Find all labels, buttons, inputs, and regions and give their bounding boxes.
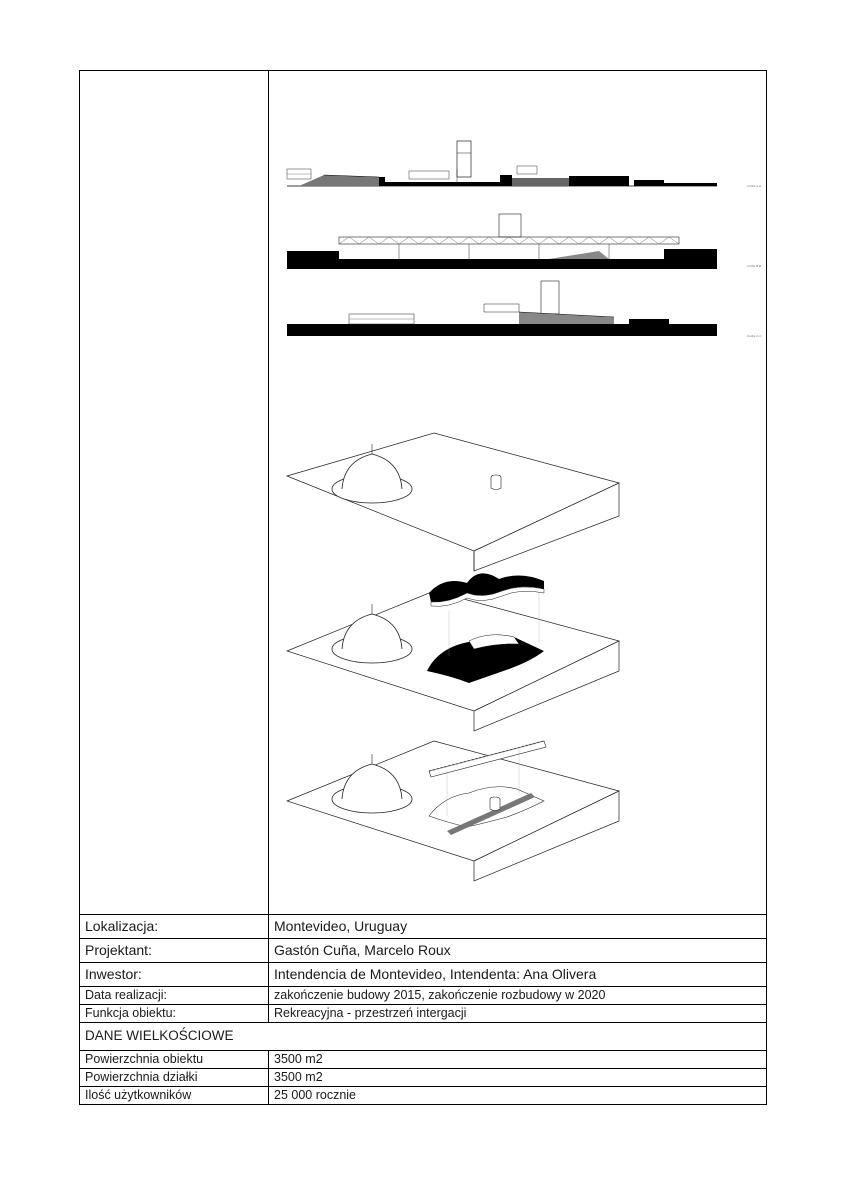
designer-value: Gastón Cuña, Marcelo Roux [269, 939, 767, 963]
table-row [80, 1087, 767, 1105]
drawings-cell [269, 71, 766, 914]
plot-area-label: Powierzchnia działki [80, 1069, 269, 1087]
table-row [80, 915, 767, 939]
table-row [80, 939, 767, 963]
function-label: Funkcja obiektu: [80, 1005, 269, 1023]
section-drawing-1 [287, 141, 762, 188]
building-area-value: 3500 m2 [269, 1051, 767, 1069]
table-row [80, 963, 767, 987]
table-row [80, 1051, 767, 1069]
table-row [80, 987, 767, 1005]
axonometric-drawing-3 [287, 741, 619, 881]
completion-date-label: Data realizacji: [80, 987, 269, 1005]
building-area-label: Powierzchnia obiektu [80, 1051, 269, 1069]
svg-text:Corte A-A: Corte A-A [747, 184, 762, 188]
section-drawing-3 [287, 281, 761, 338]
function-value: Rekreacyjna - przestrzeń intergacji [269, 1005, 767, 1023]
project-info-table [79, 915, 767, 1105]
designer-label: Projektant: [80, 939, 269, 963]
project-sheet [79, 70, 767, 1105]
plot-area-value: 3500 m2 [269, 1069, 767, 1087]
table-row [80, 1069, 767, 1087]
investor-value: Intendencia de Montevideo, Intendenta: Ana Olivera [269, 963, 767, 987]
location-value: Montevideo, Uruguay [269, 915, 767, 939]
investor-label: Inwestor: [80, 963, 269, 987]
completion-date-value: zakończenie budowy 2015, zakończenie rozbudowy w 2020 [269, 987, 767, 1005]
table-row [80, 1005, 767, 1023]
users-count-value: 25 000 rocznie [269, 1087, 767, 1105]
location-label: Lokalizacja: [80, 915, 269, 939]
users-count-label: Ilość użytkowników [80, 1087, 269, 1105]
drawings-row [79, 70, 767, 915]
section-heading: DANE WIELKOŚCIOWE [80, 1023, 767, 1051]
svg-text:Corte B-B: Corte B-B [747, 264, 762, 268]
section-drawing-2 [287, 214, 761, 269]
svg-text:Corte C-C: Corte C-C [747, 334, 762, 338]
axonometric-drawing-1 [287, 433, 619, 571]
axonometric-drawing-2 [287, 573, 619, 731]
table-row [80, 1023, 767, 1051]
architectural-drawings [269, 71, 767, 916]
